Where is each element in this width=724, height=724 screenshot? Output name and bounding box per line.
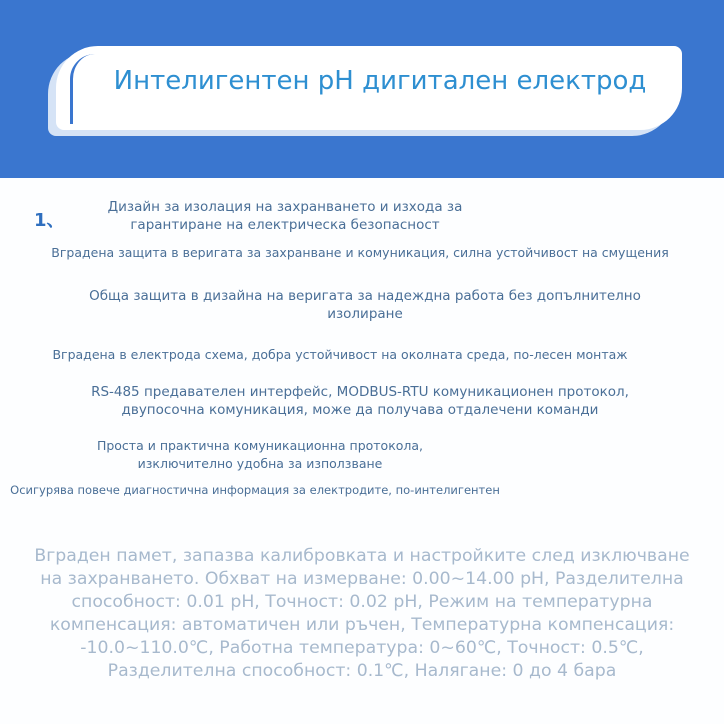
- section-number: 1、: [34, 210, 65, 231]
- feature-line-6: Проста и практична комуникационна протокола, изключително удобна за използване: [96, 438, 424, 471]
- title-accent-decoration: [70, 54, 95, 124]
- page-title: Интелигентен pH дигитален електрод: [113, 66, 647, 96]
- feature-line-4: Вградена в електрода схема, добра устойчивост на околната среда, по-лесен монтаж: [52, 347, 628, 362]
- feature-line-3: Обща защита в дизайна на веригата за надеждна работа без допълнително изолиране: [89, 288, 641, 322]
- specifications-paragraph: Вграден памет, запазва калибровката и настройките след изключване на захранването. Обхват на измерване: 0.00~14.00 pH, Разделителна способност: 0.01 pH, Точност: 0.02 pH, Режим на температурна компенсация: автоматичен или ръчен, Температурна компенсация: -10.0~110.0℃, Работна температура: 0~60℃, Точност: 0.5℃, Разделителна способност: 0.1℃, Налягане: 0 до 4 бара: [34, 546, 690, 681]
- feature-line-1: Дизайн за изолация на захранването и изхода за гарантиране на електрическа безопасност: [107, 199, 463, 233]
- feature-line-2: Вградена защита в веригата за захранване и комуникация, силна устойчивост на смущения: [51, 245, 669, 260]
- feature-line-5: RS-485 предавателен интерфейс, MODBUS-RTU комуникационен протокол, двупосочна комуникация, може да получава отдалечени команди: [91, 384, 629, 418]
- feature-line-7: Осигурява повече диагностична информация за електродите, по-интелигентен: [10, 483, 500, 497]
